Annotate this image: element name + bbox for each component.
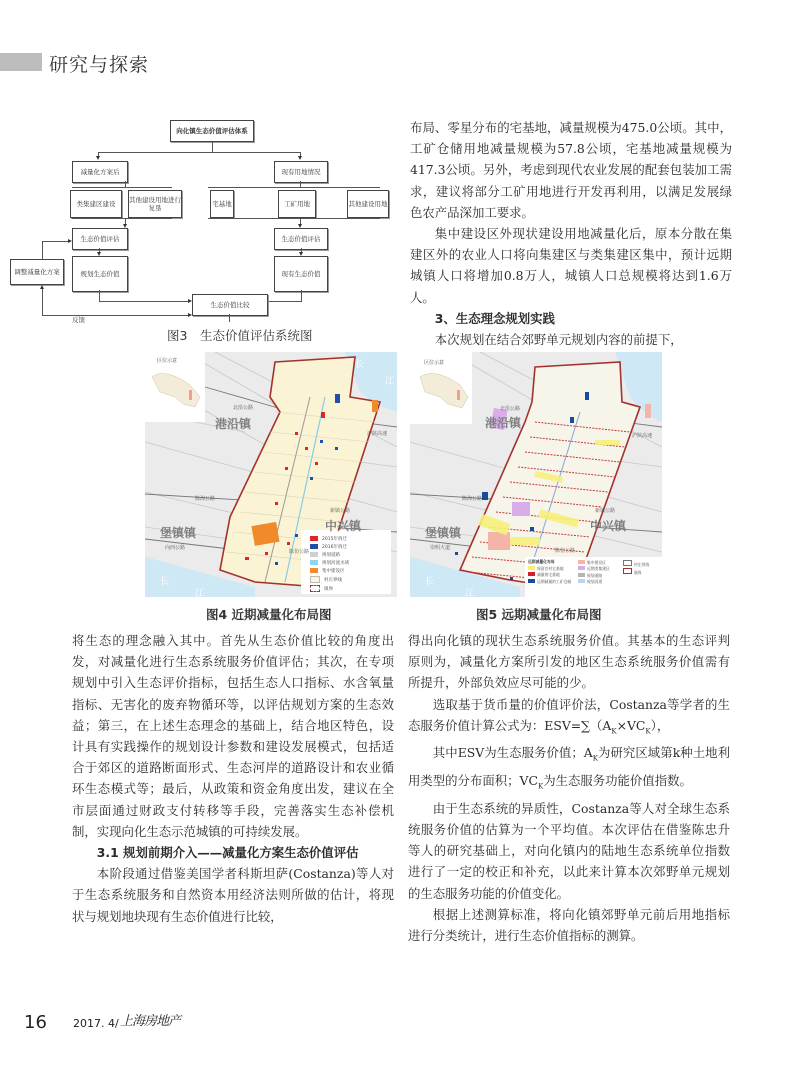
flow-node-existing-value: 现有生态价值 [274, 256, 328, 292]
legend-item: 镇界 [623, 568, 658, 577]
section-header-bar [0, 53, 42, 71]
journal-logo: 上海房地产 [120, 1014, 181, 1029]
paragraph: 本阶段通过借鉴美国学者科斯坦萨(Costanza)等人对于生态系统服务和自然资本用经济法则所做的估计，将现状与规划地块现有生态价值进行比较， [72, 866, 394, 924]
paragraph: 根据上述测算标准，将向化镇郊野单元前后用地指标进行分类统计，进行生态价值指标的测算。 [408, 906, 730, 944]
legend-item: 集中建设区 [310, 568, 349, 576]
paragraph: 集中建设区外现状建设用地减量化后，原本分散在集建区外的农业人口将向集建区与类集建区集中，预计远期城镇人口将增加0.8万人，城镇人口总规模将达到1.6万人。 [410, 226, 732, 305]
figure4-map [145, 352, 397, 597]
legend-item: 规划河道 [578, 579, 623, 586]
right-top-text [410, 117, 732, 350]
flow-node-homestead: 宅基地 [210, 190, 234, 218]
flow-node-root: 向化镇生态价值评估体系 [170, 120, 254, 142]
road-label: 新镇公路 [595, 508, 616, 514]
flow-node-planned-value: 规划生态价值 [72, 256, 128, 292]
flow-node-other-construction: 其他建设用地 [347, 190, 389, 218]
place-label-gangyan: 港沿镇 [215, 417, 252, 431]
inset-label: 区位示意 [157, 358, 178, 364]
section-heading: 3、生态理念规划实践 [434, 310, 555, 326]
figure5-legend [528, 559, 660, 586]
paragraph: 将生态的理念融入其中。首先从生态价值比较的角度出发，对减量化进行生态系统服务价值评估；其次，在专项规划中引入生态评价指标，包括生态人口指标、水含氧量指标、无害化的废弃物循环等，以评估规划方案的生态效益；第三，在上述生态理念的基础上，结合地区特色，设计具有实践操作的规划设计参数和建设发展模式，包括适合于郊区的道路断面形式、生态河岸的道路设计和农业循环生态模式等；最后，从政策和资金角度出发，建议在全市层面通过财政支付转移等手段，完善落实生态补偿机制，实现向化生态示范城镇的可持续发展。 [72, 633, 394, 839]
road-label: 北沿公路 [233, 405, 254, 411]
road-label: 向西公路 [165, 545, 186, 551]
figure3-flowchart [14, 112, 390, 324]
flow-node-after-reduction: 减量化方案后 [72, 161, 128, 183]
flow-node-value-compare: 生态价值比较 [192, 294, 268, 316]
section-heading: 3.1 规划前期介入——减量化方案生态价值评估 [96, 845, 359, 861]
concentrated-construction-area [251, 522, 279, 546]
river-label: 长 [355, 360, 365, 370]
page-number: 16 [24, 1012, 47, 1033]
paragraph: 布局、零星分布的宅基地，减量规模为475.0公顷。其中，工矿仓储用地减量规模为57.8公顷，宅基地减量规模为417.3公顷。另外，考虑到现代农业发展的配套包装加工需求，建议将部分工矿用地进行开发再利用，以满足发展绿色农产品深加工要求。 [410, 120, 732, 220]
river-label: 江 [385, 377, 395, 387]
section-title: 研究与探索 [49, 54, 150, 76]
flow-node-eval-left: 生态价值评估 [72, 228, 128, 250]
flow-node-cluster-construction: 类集建区建设 [70, 190, 122, 218]
paragraph: 得出向化镇的现状生态系统服务价值。其基本的生态评判原则为，减量化方案所引发的地区生态系统服务价值需有所提升，外部负效应尽可能的少。 [408, 633, 730, 691]
flow-node-eval-right: 生态价值评估 [274, 228, 328, 250]
place-label-zhongxing: 中兴镇 [325, 519, 362, 533]
legend-item: 规划道路 [310, 552, 349, 560]
road-label: 陈海公路 [462, 496, 483, 502]
legend-item: 远期类集建区 [578, 566, 623, 573]
river-label: 长 [425, 577, 435, 587]
river-label: 江 [465, 589, 475, 597]
road-label: 陈彷公路 [289, 549, 310, 555]
figure5-map [410, 352, 662, 597]
paragraph: 本次规划在结合郊野单元规划内容的前提下， [434, 332, 683, 348]
left-bottom-text [72, 630, 394, 927]
paragraph-formula: 选取基于货币量的价值评价法，Costanza等学者的生态服务价值计算公式为：$ESV=\sum(A_K\times VC_K)$， [408, 696, 730, 736]
place-label-zhongxing: 中兴镇 [590, 519, 627, 533]
legend-item: 远期减量的工矿仓储 [528, 579, 578, 586]
flow-node-adjust-plan: 调整减量化方案 [10, 259, 64, 285]
road-label: 新镇公路 [330, 508, 351, 514]
legend-item: 村庄界线 [623, 560, 658, 569]
road-label: 沪陕高速 [367, 431, 388, 437]
legend-item: 村庄界线 [310, 576, 349, 585]
legend-item: 保留农村宅基地 [528, 566, 578, 573]
figure5-caption: 图5 远期减量化布局图 [476, 607, 602, 622]
issue-label: 2017. 4/ [73, 1017, 119, 1030]
right-bottom-text [408, 630, 730, 946]
figure3-caption: 图3 生态价值评估系统图 [167, 328, 313, 343]
flow-feedback-label: 反馈 [72, 316, 85, 324]
place-label-baozhen: 堡镇镇 [160, 526, 197, 540]
legend-item: 集中建设区 [578, 560, 623, 567]
paragraph: 其中ESV为生态服务价值；$A_K$为研究区域第k种土地利用类型的分布面积；$VC_K$为生态服务功能价值指数。 [408, 745, 730, 791]
legend-title: 远期减量化布局 [528, 559, 555, 564]
flow-node-existing-land: 现有用地情况 [274, 161, 328, 183]
place-label-baozhen: 堡镇镇 [425, 526, 462, 540]
legend-item: 2016年拆迁 [310, 544, 349, 552]
flow-node-reclamation: 其他建设用地进行复垦 [128, 190, 182, 218]
legend-item: 规划河流水域 [310, 560, 349, 568]
road-label: 陈彷公路 [555, 548, 576, 554]
river-label: 江 [195, 589, 205, 597]
figure4-legend [310, 536, 349, 594]
road-label: 沪陕高速 [632, 433, 653, 439]
river-label: 长 [160, 577, 170, 587]
figure4-map-graphic [145, 352, 397, 597]
inset-label: 区位示意 [424, 360, 445, 366]
place-label-gangyan: 港沿镇 [485, 416, 522, 430]
paragraph: 由于生态系统的异质性，Costanza等人对全球生态系统服务价值的估算为一个平均值。本次评估在借鉴陈忠升等人的研究基础上，对向化镇内的陆地生态系统单位指数进行了一定的校正和补充，以此来计算本次郊野单元规划的生态服务功能的价值变化。 [408, 800, 730, 901]
legend-item: 2015年拆迁 [310, 536, 349, 544]
road-label: 崇明大道 [430, 545, 451, 551]
figure4-caption: 图4 近期减量化布局图 [206, 607, 332, 622]
road-label: 陈海公路 [195, 496, 216, 502]
legend-item: 镇界 [310, 585, 349, 594]
flow-node-industrial-land: 工矿用地 [278, 190, 316, 218]
legend-item: 减量的宅基地 [528, 572, 578, 579]
legend-item: 规划道路 [578, 573, 623, 580]
road-label: 北沿公路 [500, 406, 521, 412]
